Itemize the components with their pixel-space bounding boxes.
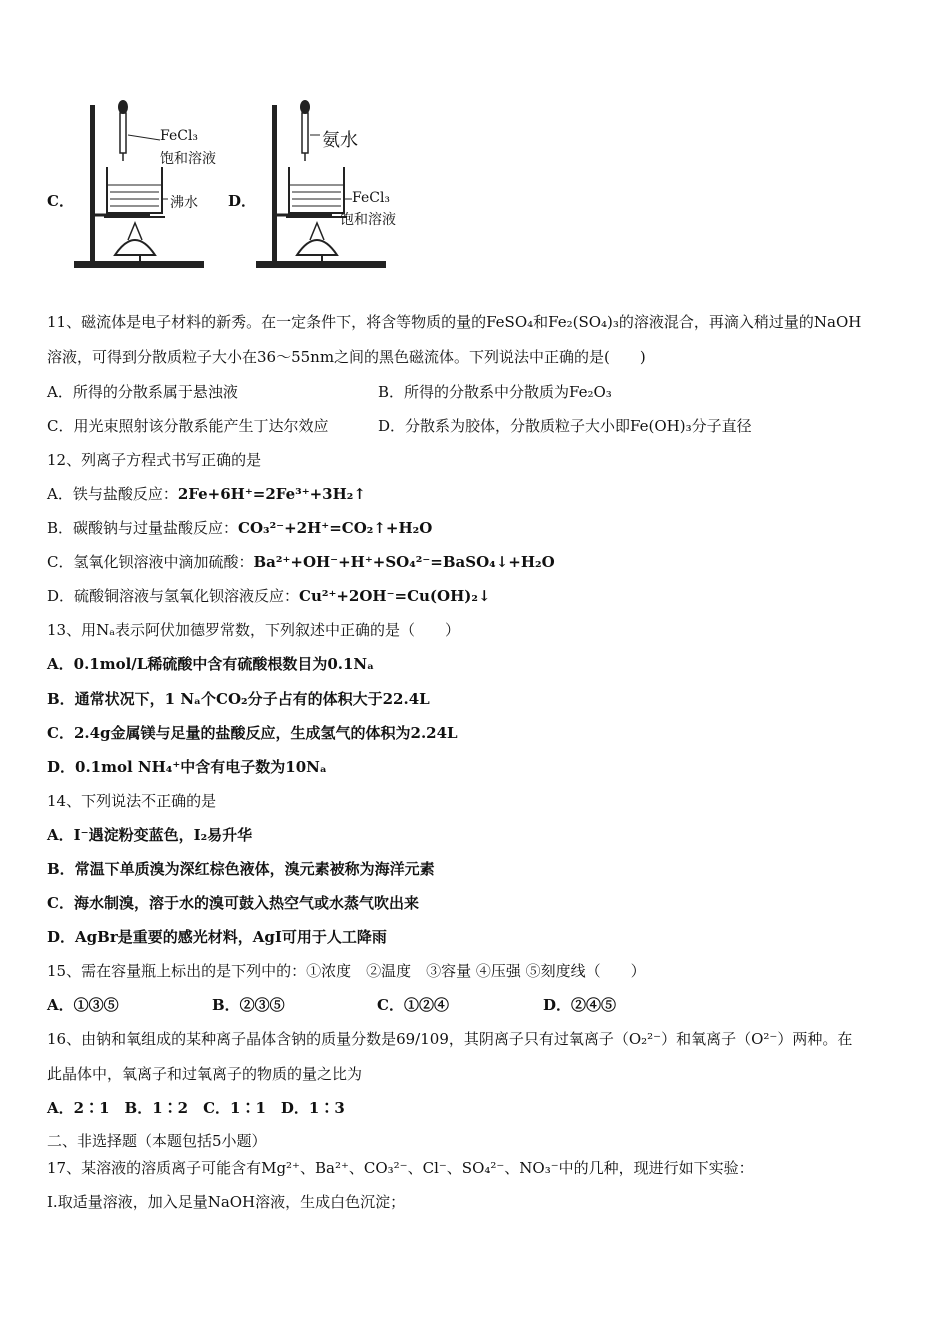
q12-c-label: C．氢氧化钡溶液中滴加硫酸： [47, 553, 254, 571]
q15-stem: 15、需在容量瓶上标出的是下列中的：①浓度 ②温度 ③容量 ④压强 ⑤刻度线（ ） [47, 962, 646, 980]
q12-a-equation: 2Fe+6H⁺=2Fe³⁺+3H₂↑ [177, 485, 366, 503]
q16-stem-line1: 16、由钠和氧组成的某种离子晶体含钠的质量分数是69/109，其阴离子只有过氧离子（O₂²⁻）和氧离子（O²⁻）两种。在 [47, 1030, 853, 1048]
q12-d-equation: Cu²⁺+2OH⁻=Cu(OH)₂↓ [299, 587, 491, 605]
apparatus-c-diagram [70, 95, 230, 285]
q12-d-label: D．硫酸铜溶液与氢氧化钡溶液反应： [47, 587, 300, 605]
q12-b-label: B．碳酸钠与过量盐酸反应： [47, 519, 239, 537]
q15-option-d: D．②④⑤ [543, 996, 617, 1014]
q11-option-b: B．所得的分散系中分散质为Fe₂O₃ [378, 383, 612, 401]
figure-c-label: C． [47, 192, 74, 210]
q13-option-a: A．0.1mol/L稀硫酸中含有硫酸根数目为0.1Nₐ [47, 655, 375, 673]
q16-stem-line2: 此晶体中，氧离子和过氧离子的物质的量之比为 [47, 1065, 363, 1083]
q12-stem: 12、列离子方程式书写正确的是 [47, 451, 262, 469]
q11-stem-line1: 11、磁流体是电子材料的新秀。在一定条件下，将含等物质的量的FeSO₄和Fe₂(SO₄)₃的溶液混合，再滴入稍过量的NaOH [47, 313, 862, 331]
c-reagent-top: FeCl₃ [160, 128, 199, 144]
q17-stem: 17、某溶液的溶质离子可能含有Mg²⁺、Ba²⁺、CO₃²⁻、Cl⁻、SO₄²⁻、NO₃⁻中的几种，现进行如下实验： [47, 1159, 754, 1177]
q14-option-c: C．海水制溴，溶于水的溴可鼓入热空气或水蒸气吹出来 [47, 894, 419, 912]
figure-d-label: D． [228, 192, 257, 210]
q14-stem: 14、下列说法不正确的是 [47, 792, 217, 810]
d-side-label: FeCl₃ [352, 190, 391, 206]
q13-option-c: C．2.4g金属镁与足量的盐酸反应，生成氢气的体积为2.24L [47, 724, 458, 742]
q13-option-b: B．通常状况下，1 Nₐ个CO₂分子占有的体积大于22.4L [47, 690, 430, 708]
q12-option-b [47, 518, 432, 538]
q16-options: A．2∶1 B．1∶2 C．1∶1 D．1∶3 [47, 1099, 345, 1117]
q12-c-equation: Ba²⁺+OH⁻+H⁺+SO₄²⁻=BaSO₄↓+H₂O [253, 553, 555, 571]
q15-option-c: C．①②④ [377, 996, 449, 1014]
q13-stem: 13、用Nₐ表示阿伏加德罗常数，下列叙述中正确的是（ ） [47, 621, 461, 639]
q15-option-a: A．①③⑤ [47, 996, 119, 1014]
q12-option-c [47, 552, 555, 572]
q17-step-1: Ⅰ.取适量溶液，加入足量NaOH溶液，生成白色沉淀； [47, 1193, 406, 1211]
q12-a-label: A．铁与盐酸反应： [47, 485, 178, 503]
d-side-label-2: 饱和溶液 [340, 212, 396, 228]
q11-option-c: C．用光束照射该分散系能产生丁达尔效应 [47, 417, 329, 435]
q15-option-b: B．②③⑤ [212, 996, 285, 1014]
c-side-label: 沸水 [170, 195, 198, 211]
q12-option-a [47, 484, 366, 504]
q11-stem-line2: 溶液，可得到分散质粒子大小在36～55nm之间的黑色磁流体。下列说法中正确的是( ) [47, 348, 646, 366]
section-heading: 二、非选择题（本题包括5小题） [47, 1132, 267, 1150]
q11-option-d: D．分散系为胶体，分散质粒子大小即Fe(OH)₃分子直径 [378, 417, 752, 435]
d-reagent-top: 氨水 [322, 130, 358, 151]
q14-option-a: A．I⁻遇淀粉变蓝色，I₂易升华 [47, 826, 253, 844]
q14-option-b: B．常温下单质溴为深红棕色液体，溴元素被称为海洋元素 [47, 860, 435, 878]
q13-option-d: D．0.1mol NH₄⁺中含有电子数为10Nₐ [47, 758, 327, 776]
c-reagent-top-2: 饱和溶液 [160, 151, 216, 167]
q12-b-equation: CO₃²⁻+2H⁺=CO₂↑+H₂O [238, 519, 433, 537]
q12-option-d [47, 586, 491, 606]
q11-option-a: A．所得的分散系属于悬浊液 [47, 383, 238, 401]
q14-option-d: D．AgBr是重要的感光材料，AgI可用于人工降雨 [47, 928, 387, 946]
